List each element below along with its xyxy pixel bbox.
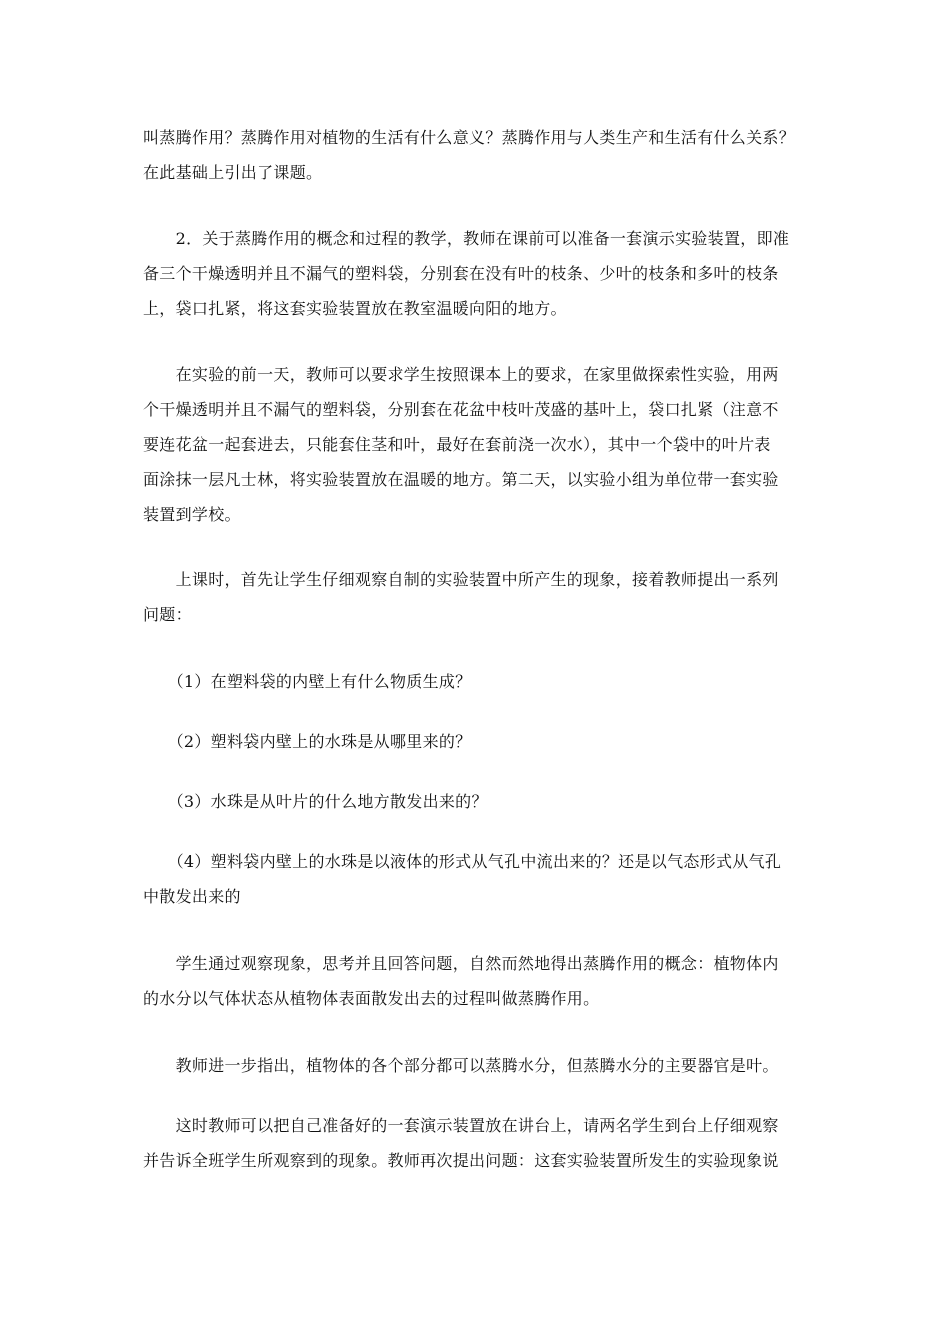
text-line: 上课时，首先让学生仔细观察自制的实验装置中所产生的现象，接着教师提出一系列 — [143, 570, 779, 589]
text-line: （1）在塑料袋的内壁上有什么物质生成？ — [143, 672, 472, 691]
text-line: 教师进一步指出，植物体的各个部分都可以蒸腾水分，但蒸腾水分的主要器官是叶。 — [143, 1056, 779, 1075]
text-line: 叫蒸腾作用？蒸腾作用对植物的生活有什么意义？蒸腾作用与人类生产和生活有什么关系？ — [143, 128, 796, 147]
text-line: 在此基础上引出了课题。 — [143, 163, 323, 182]
question-4 — [143, 844, 818, 914]
text-line: 问题： — [143, 605, 192, 624]
paragraph-transpiration-questions — [143, 120, 818, 190]
paragraph-home-experiment — [143, 357, 818, 532]
text-line: 在实验的前一天，教师可以要求学生按照课本上的要求，在家里做探索性实验，用两 — [143, 365, 779, 384]
text-line: 中散发出来的 — [143, 887, 241, 906]
text-line: 要连花盆一起套进去，只能套住茎和叶，最好在套前浇一次水），其中一个袋中的叶片表 — [143, 435, 771, 454]
text-line: （3）水珠是从叶片的什么地方散发出来的？ — [143, 792, 488, 811]
paragraph-class-questions-intro — [143, 562, 818, 632]
text-line: （4）塑料袋内壁上的水珠是以液体的形式从气孔中流出来的？还是以气态形式从气孔 — [143, 852, 782, 871]
text-line: 上，袋口扎紧，将这套实验装置放在教室温暖向阳的地方。 — [143, 299, 567, 318]
text-line: 备三个干燥透明并且不漏气的塑料袋，分别套在没有叶的枝条、少叶的枝条和多叶的枝条 — [143, 264, 779, 283]
paragraph-demo-setup — [143, 221, 818, 326]
question-1 — [143, 664, 818, 699]
text-line: 的水分以气体状态从植物体表面散发出去的过程叫做蒸腾作用。 — [143, 989, 600, 1008]
text-line: 学生通过观察现象，思考并且回答问题，自然而然地得出蒸腾作用的概念：植物体内 — [143, 954, 779, 973]
text-line: 面涂抹一层凡士林，将实验装置放在温暖的地方。第二天，以实验小组为单位带一套实验 — [143, 470, 779, 489]
paragraph-concept-derivation — [143, 946, 818, 1016]
text-line: 2．关于蒸腾作用的概念和过程的教学，教师在课前可以准备一套演示实验装置，即准 — [143, 229, 790, 248]
text-line: 并告诉全班学生所观察到的现象。教师再次提出问题：这套实验装置所发生的实验现象说 — [143, 1151, 779, 1170]
text-line: 装置到学校。 — [143, 505, 241, 524]
text-line: 个干燥透明并且不漏气的塑料袋，分别套在花盆中枝叶茂盛的基叶上，袋口扎紧（注意不 — [143, 400, 779, 419]
question-3 — [143, 784, 818, 819]
paragraph-demo-observation — [143, 1108, 818, 1178]
text-line: （2）塑料袋内壁上的水珠是从哪里来的？ — [143, 732, 472, 751]
question-2 — [143, 724, 818, 759]
paragraph-main-organ — [143, 1048, 818, 1083]
text-line: 这时教师可以把自己准备好的一套演示装置放在讲台上，请两名学生到台上仔细观察 — [143, 1116, 779, 1135]
